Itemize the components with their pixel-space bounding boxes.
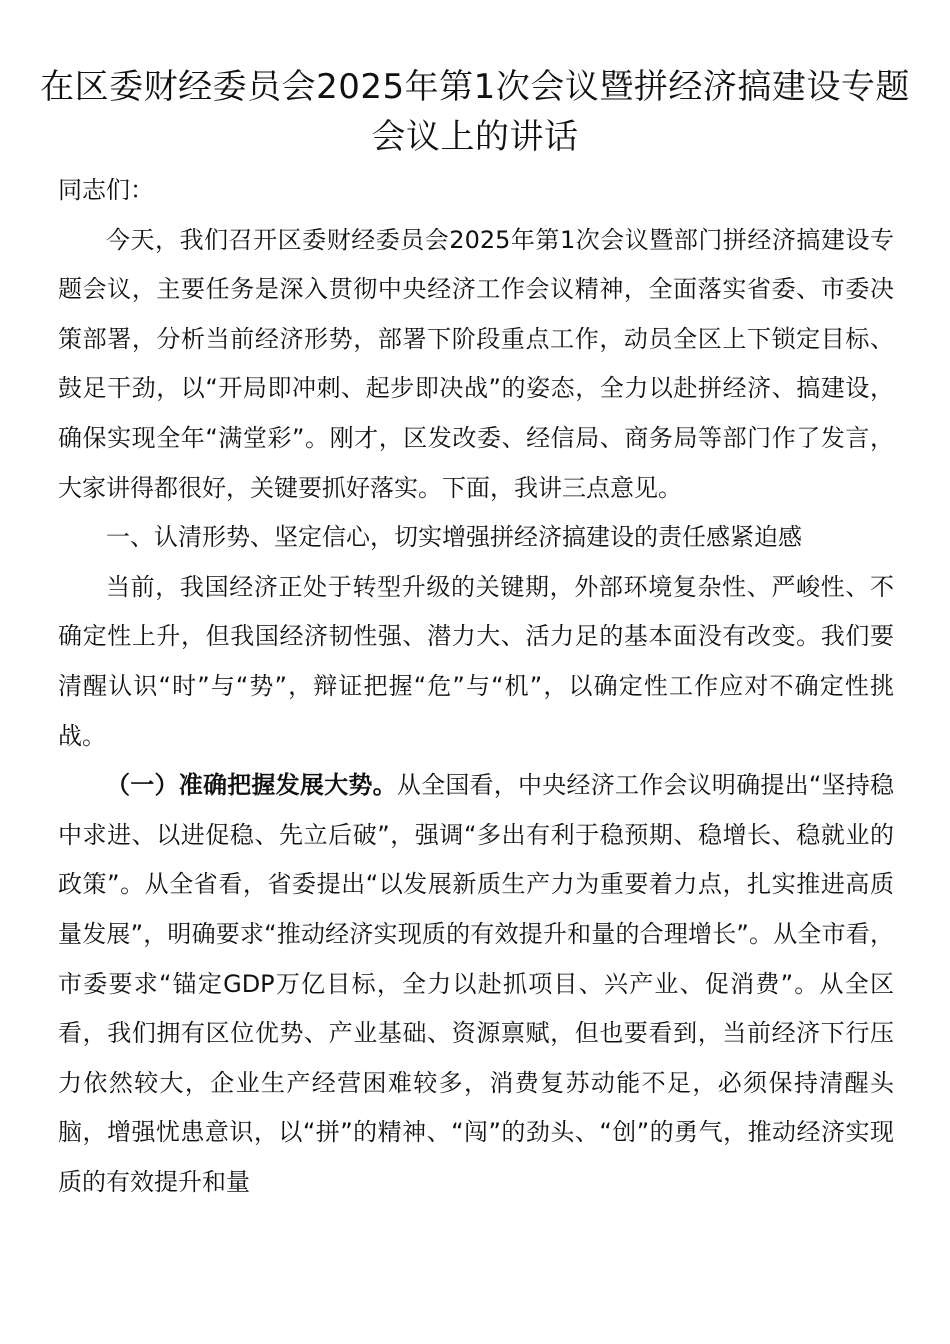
- section-heading-1: 一、认清形势、坚定信心，切实增强拼经济搞建设的责任感紧迫感: [106, 523, 802, 552]
- paragraph-subsection-1: [58, 761, 894, 1207]
- subsection-heading-1: （一）准确把握发展大势。: [106, 771, 397, 800]
- document-body: [58, 166, 894, 1207]
- subsection-text-1: 从全国看，中央经济工作会议明确提出“坚持稳中求进、以进促稳、先立后破”，强调“多出有利于稳预期、稳增长、稳就业的政策”。从全省看，省委提出“以发展新质生产力为重要着力点，扎实推进高质量发展”，明确要求“推动经济实现质的有效提升和量的合理增长”。从全市看，市委要求“锚定GDP万亿目标，全力以赴抓项目、兴产业、促消费”。从全区看，我们拥有区位优势、产业基础、资源禀赋，但也要看到，当前经济下行压力依然较大，企业生产经营困难较多，消费复苏动能不足，必须保持清醒头脑，增强忧患意识，以“拼”的精神、“闯”的劲头、“创”的勇气，推动经济实现质的有效提升和量: [58, 771, 895, 1196]
- paragraph-intro: 今天，我们召开区委财经委员会2025年第1次会议暨部门拼经济搞建设专题会议，主要任务是深入贯彻中央经济工作会议精神，全面落实省委、市委决策部署，分析当前经济形势，部署下阶段重点工作，动员全区上下锁定目标、鼓足干劲，以“开局即冲刺、起步即决战”的姿态，全力以赴拼经济、搞建设，确保实现全年“满堂彩”。刚才，区发改委、经信局、商务局等部门作了发言，大家讲得都很好，关键要抓好落实。下面，我讲三点意见。: [58, 225, 894, 502]
- salutation: 同志们：: [58, 176, 154, 204]
- document-title: 在区委财经委员会2025年第1次会议暨拼经济搞建设专题会议上的讲话: [40, 67, 910, 157]
- paragraph-situation: 当前，我国经济正处于转型升级的关键期，外部环境复杂性、严峻性、不确定性上升，但我国经济韧性强、潜力大、活力足的基本面没有改变。我们要清醒认识“时”与“势”，辩证把握“危”与“机”，以确定性工作应对不确定性挑战。: [58, 572, 894, 750]
